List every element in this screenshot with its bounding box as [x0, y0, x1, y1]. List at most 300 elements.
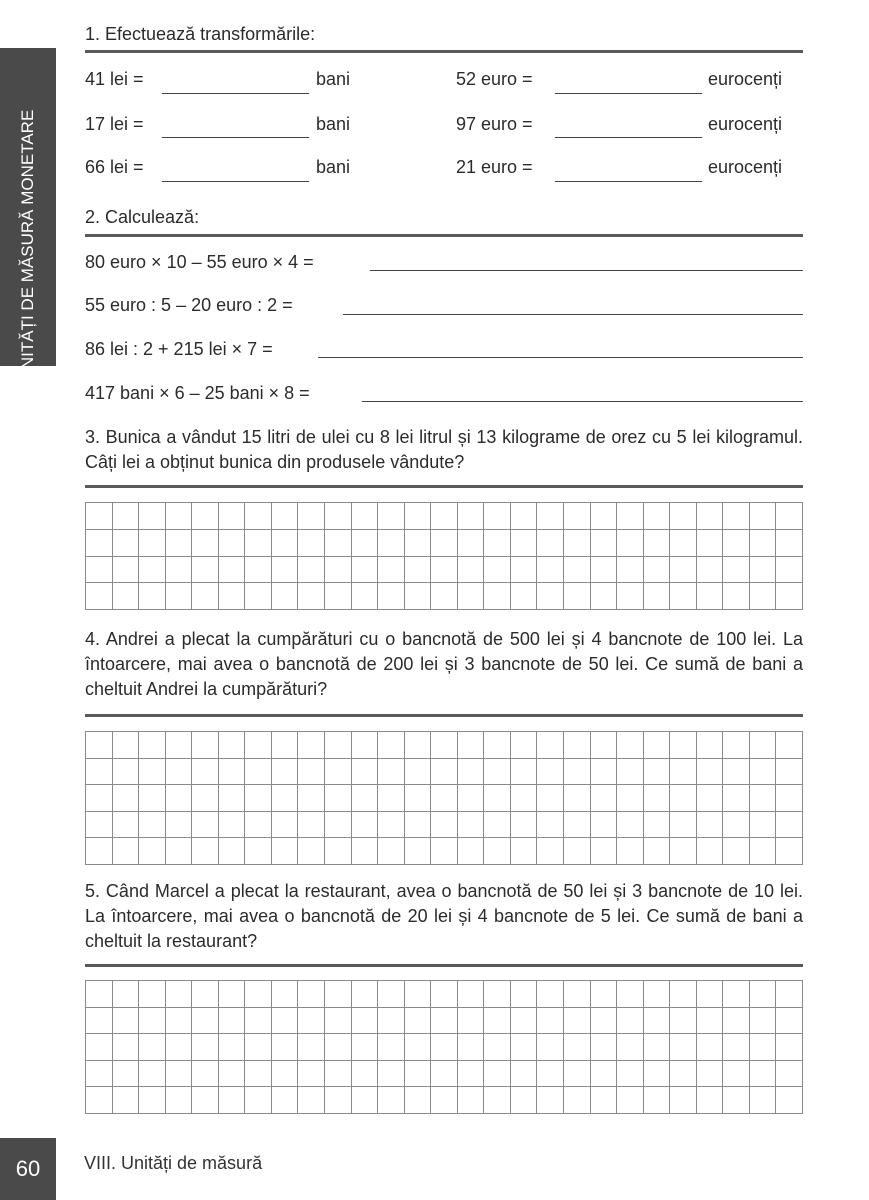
- grid-cell: [458, 503, 485, 530]
- grid-cell: [484, 557, 511, 584]
- grid-cell: [431, 530, 458, 557]
- grid-cell: [192, 1008, 219, 1035]
- grid-cell: [750, 503, 777, 530]
- grid-cell: [564, 503, 591, 530]
- grid-cell: [670, 1061, 697, 1088]
- grid-cell: [564, 1034, 591, 1061]
- exercise-2-rule: [85, 234, 803, 237]
- grid-cell: [564, 732, 591, 759]
- grid-cell: [166, 812, 193, 839]
- exercise-5-rule: [85, 964, 803, 967]
- grid-cell: [670, 583, 697, 610]
- grid-cell: [484, 530, 511, 557]
- grid-cell: [219, 785, 246, 812]
- calculation-answer-blank[interactable]: [370, 270, 803, 271]
- grid-cell: [245, 838, 272, 865]
- grid-cell: [272, 1061, 299, 1088]
- grid-cell: [431, 812, 458, 839]
- grid-cell: [670, 557, 697, 584]
- grid-cell: [298, 503, 325, 530]
- grid-cell: [352, 530, 379, 557]
- grid-cell: [617, 503, 644, 530]
- grid-cell: [245, 583, 272, 610]
- grid-cell: [298, 759, 325, 786]
- grid-cell: [272, 732, 299, 759]
- grid-cell: [86, 981, 113, 1008]
- grid-cell: [86, 1034, 113, 1061]
- grid-cell: [537, 1061, 564, 1088]
- grid-cell: [113, 812, 140, 839]
- conversion-right-prefix: 97 euro =: [456, 114, 533, 134]
- grid-cell: [245, 981, 272, 1008]
- grid-cell: [511, 557, 538, 584]
- grid-cell: [139, 838, 166, 865]
- exercise-3-answer-grid[interactable]: [85, 502, 803, 610]
- grid-cell: [644, 785, 671, 812]
- conversion-right-prefix: 52 euro =: [456, 69, 533, 89]
- grid-cell: [776, 1034, 803, 1061]
- exercise-1-rule: [85, 50, 803, 53]
- grid-cell: [644, 1087, 671, 1114]
- calculation-answer-blank[interactable]: [318, 357, 803, 358]
- grid-cell: [378, 583, 405, 610]
- grid-cell: [617, 1008, 644, 1035]
- grid-cell: [325, 557, 352, 584]
- grid-cell: [617, 1061, 644, 1088]
- grid-cell: [458, 759, 485, 786]
- grid-cell: [219, 981, 246, 1008]
- exercise-4-answer-grid[interactable]: [85, 731, 803, 865]
- grid-cell: [723, 981, 750, 1008]
- grid-cell: [484, 1034, 511, 1061]
- grid-cell: [458, 557, 485, 584]
- grid-cell: [352, 557, 379, 584]
- grid-cell: [750, 1087, 777, 1114]
- grid-cell: [697, 503, 724, 530]
- grid-cell: [298, 732, 325, 759]
- grid-cell: [219, 503, 246, 530]
- grid-cell: [86, 1008, 113, 1035]
- grid-cell: [723, 838, 750, 865]
- grid-cell: [86, 838, 113, 865]
- grid-cell: [591, 732, 618, 759]
- conversion-right-prefix: 21 euro =: [456, 157, 533, 177]
- grid-cell: [405, 732, 432, 759]
- calculation-expression: 55 euro : 5 – 20 euro : 2 =: [85, 295, 293, 315]
- grid-cell: [378, 1034, 405, 1061]
- grid-cell: [405, 838, 432, 865]
- chapter-side-tab-label: 5. UNITĂȚI DE MĂSURĂ MONETARE: [18, 109, 37, 401]
- grid-cell: [537, 503, 564, 530]
- grid-cell: [537, 981, 564, 1008]
- grid-cell: [166, 785, 193, 812]
- grid-cell: [192, 785, 219, 812]
- grid-cell: [697, 838, 724, 865]
- grid-cell: [537, 1008, 564, 1035]
- grid-cell: [86, 1087, 113, 1114]
- grid-cell: [670, 732, 697, 759]
- conversion-answer-blank[interactable]: [555, 181, 702, 182]
- grid-cell: [484, 1087, 511, 1114]
- grid-cell: [776, 557, 803, 584]
- grid-cell: [697, 1061, 724, 1088]
- grid-cell: [484, 981, 511, 1008]
- grid-cell: [591, 981, 618, 1008]
- grid-cell: [139, 1034, 166, 1061]
- grid-cell: [591, 583, 618, 610]
- conversion-right-unit: eurocenți: [708, 114, 783, 134]
- grid-cell: [484, 1008, 511, 1035]
- grid-cell: [405, 583, 432, 610]
- grid-cell: [325, 838, 352, 865]
- grid-cell: [245, 1034, 272, 1061]
- grid-cell: [697, 1008, 724, 1035]
- grid-cell: [325, 785, 352, 812]
- grid-cell: [325, 503, 352, 530]
- grid-cell: [776, 1008, 803, 1035]
- grid-cell: [86, 732, 113, 759]
- grid-cell: [564, 583, 591, 610]
- grid-cell: [219, 1087, 246, 1114]
- grid-cell: [458, 1061, 485, 1088]
- grid-cell: [617, 1034, 644, 1061]
- grid-cell: [272, 785, 299, 812]
- grid-cell: [723, 1034, 750, 1061]
- grid-cell: [591, 759, 618, 786]
- grid-cell: [564, 1008, 591, 1035]
- grid-cell: [591, 785, 618, 812]
- grid-cell: [644, 732, 671, 759]
- grid-cell: [192, 1061, 219, 1088]
- grid-cell: [511, 785, 538, 812]
- grid-cell: [113, 981, 140, 1008]
- grid-cell: [166, 838, 193, 865]
- grid-cell: [192, 530, 219, 557]
- conversion-answer-blank[interactable]: [162, 137, 309, 138]
- grid-cell: [405, 981, 432, 1008]
- conversion-answer-blank[interactable]: [555, 93, 702, 94]
- grid-cell: [591, 530, 618, 557]
- grid-cell: [750, 785, 777, 812]
- grid-cell: [139, 732, 166, 759]
- grid-cell: [378, 785, 405, 812]
- grid-cell: [431, 1034, 458, 1061]
- grid-cell: [750, 759, 777, 786]
- grid-cell: [537, 530, 564, 557]
- grid-cell: [298, 838, 325, 865]
- grid-cell: [113, 1008, 140, 1035]
- grid-cell: [192, 583, 219, 610]
- grid-cell: [776, 785, 803, 812]
- grid-cell: [272, 812, 299, 839]
- grid-cell: [697, 1087, 724, 1114]
- grid-cell: [166, 1034, 193, 1061]
- grid-cell: [378, 557, 405, 584]
- grid-cell: [192, 838, 219, 865]
- exercise-3-rule: [85, 485, 803, 488]
- grid-cell: [272, 583, 299, 610]
- grid-cell: [458, 583, 485, 610]
- grid-cell: [670, 981, 697, 1008]
- grid-cell: [378, 981, 405, 1008]
- grid-cell: [325, 812, 352, 839]
- grid-cell: [86, 1061, 113, 1088]
- grid-cell: [564, 981, 591, 1008]
- grid-cell: [617, 583, 644, 610]
- grid-cell: [219, 1008, 246, 1035]
- grid-cell: [644, 981, 671, 1008]
- exercise-2-heading: 2. Calculează:: [85, 207, 200, 227]
- grid-cell: [431, 503, 458, 530]
- grid-cell: [405, 759, 432, 786]
- grid-cell: [458, 785, 485, 812]
- grid-cell: [245, 557, 272, 584]
- grid-cell: [697, 557, 724, 584]
- grid-cell: [245, 732, 272, 759]
- grid-cell: [192, 812, 219, 839]
- grid-cell: [166, 583, 193, 610]
- grid-cell: [723, 812, 750, 839]
- grid-cell: [537, 785, 564, 812]
- grid-cell: [405, 1087, 432, 1114]
- grid-cell: [723, 530, 750, 557]
- grid-cell: [776, 530, 803, 557]
- grid-cell: [723, 1008, 750, 1035]
- grid-cell: [591, 1061, 618, 1088]
- calculation-expression: 417 bani × 6 – 25 bani × 8 =: [85, 383, 310, 403]
- conversion-answer-blank[interactable]: [162, 93, 309, 94]
- grid-cell: [750, 530, 777, 557]
- grid-cell: [378, 503, 405, 530]
- grid-cell: [564, 1087, 591, 1114]
- grid-cell: [219, 557, 246, 584]
- grid-cell: [431, 1087, 458, 1114]
- grid-cell: [484, 503, 511, 530]
- grid-cell: [113, 1034, 140, 1061]
- grid-cell: [139, 1008, 166, 1035]
- grid-cell: [750, 557, 777, 584]
- grid-cell: [511, 1008, 538, 1035]
- grid-cell: [139, 785, 166, 812]
- grid-cell: [166, 759, 193, 786]
- grid-cell: [431, 981, 458, 1008]
- conversion-right-unit: eurocenți: [708, 69, 783, 89]
- grid-cell: [670, 759, 697, 786]
- grid-cell: [511, 732, 538, 759]
- grid-cell: [458, 838, 485, 865]
- grid-cell: [245, 1061, 272, 1088]
- grid-cell: [750, 981, 777, 1008]
- grid-cell: [86, 759, 113, 786]
- grid-cell: [723, 1087, 750, 1114]
- grid-cell: [272, 759, 299, 786]
- grid-cell: [484, 785, 511, 812]
- conversion-left-prefix: 41 lei =: [85, 69, 144, 89]
- grid-cell: [298, 530, 325, 557]
- grid-cell: [670, 1087, 697, 1114]
- grid-cell: [617, 557, 644, 584]
- grid-cell: [219, 759, 246, 786]
- grid-cell: [750, 1034, 777, 1061]
- grid-cell: [750, 732, 777, 759]
- grid-cell: [352, 1061, 379, 1088]
- grid-cell: [458, 732, 485, 759]
- grid-cell: [644, 1034, 671, 1061]
- grid-cell: [511, 759, 538, 786]
- grid-cell: [537, 583, 564, 610]
- grid-cell: [431, 732, 458, 759]
- grid-cell: [113, 1087, 140, 1114]
- grid-cell: [484, 812, 511, 839]
- grid-cell: [245, 759, 272, 786]
- grid-cell: [272, 981, 299, 1008]
- conversion-answer-blank[interactable]: [162, 181, 309, 182]
- grid-cell: [219, 838, 246, 865]
- grid-cell: [617, 530, 644, 557]
- grid-cell: [378, 1008, 405, 1035]
- grid-cell: [378, 759, 405, 786]
- grid-cell: [644, 812, 671, 839]
- grid-cell: [644, 557, 671, 584]
- page-number: 60: [0, 1138, 56, 1200]
- grid-cell: [511, 981, 538, 1008]
- calculation-answer-blank[interactable]: [343, 314, 803, 315]
- grid-cell: [458, 981, 485, 1008]
- grid-cell: [219, 583, 246, 610]
- grid-cell: [245, 503, 272, 530]
- grid-cell: [139, 981, 166, 1008]
- grid-cell: [697, 732, 724, 759]
- grid-cell: [511, 583, 538, 610]
- grid-cell: [245, 1008, 272, 1035]
- grid-cell: [113, 583, 140, 610]
- grid-cell: [617, 812, 644, 839]
- grid-cell: [272, 1087, 299, 1114]
- grid-cell: [431, 838, 458, 865]
- grid-cell: [405, 557, 432, 584]
- grid-cell: [325, 1008, 352, 1035]
- grid-cell: [564, 812, 591, 839]
- grid-cell: [405, 785, 432, 812]
- grid-cell: [352, 503, 379, 530]
- grid-cell: [352, 1034, 379, 1061]
- grid-cell: [113, 1061, 140, 1088]
- grid-cell: [670, 1008, 697, 1035]
- grid-cell: [86, 503, 113, 530]
- grid-cell: [405, 530, 432, 557]
- grid-cell: [166, 732, 193, 759]
- grid-cell: [272, 557, 299, 584]
- conversion-left-prefix: 66 lei =: [85, 157, 144, 177]
- grid-cell: [670, 530, 697, 557]
- grid-cell: [86, 530, 113, 557]
- grid-cell: [166, 530, 193, 557]
- grid-cell: [564, 759, 591, 786]
- grid-cell: [113, 759, 140, 786]
- grid-cell: [166, 1008, 193, 1035]
- exercise-5-answer-grid[interactable]: [85, 980, 803, 1114]
- grid-cell: [644, 1061, 671, 1088]
- grid-cell: [591, 1034, 618, 1061]
- grid-cell: [617, 759, 644, 786]
- grid-cell: [537, 557, 564, 584]
- grid-cell: [670, 1034, 697, 1061]
- grid-cell: [644, 583, 671, 610]
- grid-cell: [219, 1034, 246, 1061]
- grid-cell: [86, 583, 113, 610]
- grid-cell: [697, 759, 724, 786]
- conversion-answer-blank[interactable]: [555, 137, 702, 138]
- calculation-answer-blank[interactable]: [362, 401, 803, 402]
- grid-cell: [591, 812, 618, 839]
- grid-cell: [644, 1008, 671, 1035]
- grid-cell: [298, 812, 325, 839]
- grid-cell: [564, 530, 591, 557]
- grid-cell: [564, 1061, 591, 1088]
- grid-cell: [617, 1087, 644, 1114]
- grid-cell: [697, 583, 724, 610]
- grid-cell: [776, 759, 803, 786]
- grid-cell: [484, 583, 511, 610]
- grid-cell: [325, 583, 352, 610]
- grid-cell: [431, 785, 458, 812]
- grid-cell: [776, 1061, 803, 1088]
- grid-cell: [219, 812, 246, 839]
- grid-cell: [298, 583, 325, 610]
- grid-cell: [537, 1034, 564, 1061]
- grid-cell: [511, 838, 538, 865]
- grid-cell: [697, 1034, 724, 1061]
- grid-cell: [139, 1087, 166, 1114]
- exercise-4-rule: [85, 714, 803, 717]
- grid-cell: [113, 785, 140, 812]
- grid-cell: [723, 785, 750, 812]
- grid-cell: [113, 503, 140, 530]
- grid-cell: [750, 812, 777, 839]
- grid-cell: [219, 732, 246, 759]
- grid-cell: [670, 838, 697, 865]
- grid-cell: [378, 732, 405, 759]
- grid-cell: [750, 1008, 777, 1035]
- grid-cell: [352, 981, 379, 1008]
- grid-cell: [670, 812, 697, 839]
- grid-cell: [352, 759, 379, 786]
- grid-cell: [166, 981, 193, 1008]
- grid-cell: [776, 503, 803, 530]
- grid-cell: [723, 732, 750, 759]
- grid-cell: [352, 583, 379, 610]
- grid-cell: [617, 981, 644, 1008]
- grid-cell: [405, 1034, 432, 1061]
- grid-cell: [458, 1034, 485, 1061]
- grid-cell: [298, 1034, 325, 1061]
- grid-cell: [192, 1087, 219, 1114]
- grid-cell: [537, 838, 564, 865]
- grid-cell: [537, 1087, 564, 1114]
- exercise-5-text: 5. Când Marcel a plecat la restaurant, avea o bancnotă de 50 lei și 3 bancnote de 10 lei. La întoarcere, mai avea o bancnotă de 20 lei și 4 bancnote de 5 lei. Ce sumă de bani a cheltuit la restaurant?: [85, 881, 803, 951]
- grid-cell: [352, 1008, 379, 1035]
- conversion-left-unit: bani: [316, 114, 351, 134]
- grid-cell: [644, 759, 671, 786]
- grid-cell: [776, 1087, 803, 1114]
- grid-cell: [697, 981, 724, 1008]
- grid-cell: [776, 812, 803, 839]
- grid-cell: [298, 1061, 325, 1088]
- exercise-4-text: 4. Andrei a plecat la cumpărături cu o bancnotă de 500 lei și 4 bancnote de 100 lei. La întoarcere, mai avea o bancnotă de 200 lei și 3 bancnote de 50 lei. Ce sumă de bani a cheltuit Andrei la cumpărături?: [85, 629, 803, 699]
- grid-cell: [272, 503, 299, 530]
- grid-cell: [245, 530, 272, 557]
- grid-cell: [166, 1087, 193, 1114]
